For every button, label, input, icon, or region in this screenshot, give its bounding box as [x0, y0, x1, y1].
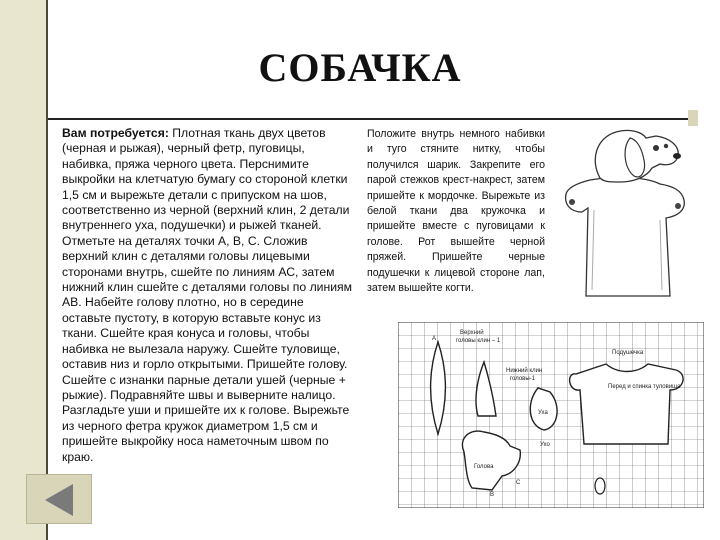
sewing-pattern-diagram [398, 322, 704, 508]
pattern-label-top-wedge: Верхний [460, 330, 484, 336]
pattern-point-c: C [516, 480, 521, 486]
previous-slide-button[interactable] [26, 474, 92, 524]
slide-title: СОБАЧКА [258, 45, 462, 90]
instructions-left [62, 126, 352, 465]
dog-puppet-illustration [560, 120, 702, 305]
pattern-label-head: Голова [474, 464, 494, 470]
instructions-right: Положите внутрь немного набивки и туго стяните нитку, чтобы получился шарик. Закрепите его парой стежков крест-накрест, затем пришейте к мордочке. Вырежьте из белой ткани два кружочка и пришейте вместе с пуговицами к голове. Рот вышейте черной пряжей. Пришейте черные подушечки к лицевой стороне лап, затем вышейте когти. [367, 128, 545, 295]
triangle-left-icon [27, 475, 93, 525]
pattern-point-b: B [490, 492, 495, 498]
pattern-label-bottom-wedge: Нижний клин [506, 368, 543, 374]
pattern-label-ear-outer: Ухо [540, 442, 550, 448]
pattern-point-a: A [432, 336, 437, 342]
pattern-label-body: Перед и спинка туловища [608, 384, 681, 390]
instructions-text: Плотная ткань двух цветов (черная и рыжая), черный фетр, пуговицы, набивка, пряжа черного цвета. Перснимите выкройки на клетчатую бумагу со стороной клетки 1,5 см и вырежьте детали с припуском на шов, соответственно из черной (верхний клин, 2 детали внутреннего уха, подушечки) и рыжей тканей. Отметьте на деталях точки А, В, С. Сложив верхний клин с деталями головы лицевыми сторонами внутрь, сшейте по линиям АС, затем нижний клин сшейте с деталями головы по линиям АВ. Набейте голову плотно, но в середине оставьте пустоту, в которую вставьте конус из ткани. Сшейте края конуса и головы, чтобы набивка не вылезала наружу. Сшейте туловище, оставив низ и горло открытыми. Пришейте голову. Сшейте с изнанки парные детали ушей (черные + рыжие). Подравняйте швы и выверните налицо. Разгладьте уши и пришейте их к голове. Вырежьте из черного фетра кружок диаметром 1,5 см и пришейте выкройку носа наметочным швом по краю. [62, 126, 352, 464]
materials-label: Вам потребуется: [62, 126, 169, 140]
pattern-label-head-1: головы-1 [510, 376, 536, 382]
pattern-label-head-clin: головы клин – 1 [456, 338, 501, 344]
pattern-label-pad: Подушечка [612, 350, 644, 356]
pattern-label-ear: Уха [538, 410, 548, 416]
